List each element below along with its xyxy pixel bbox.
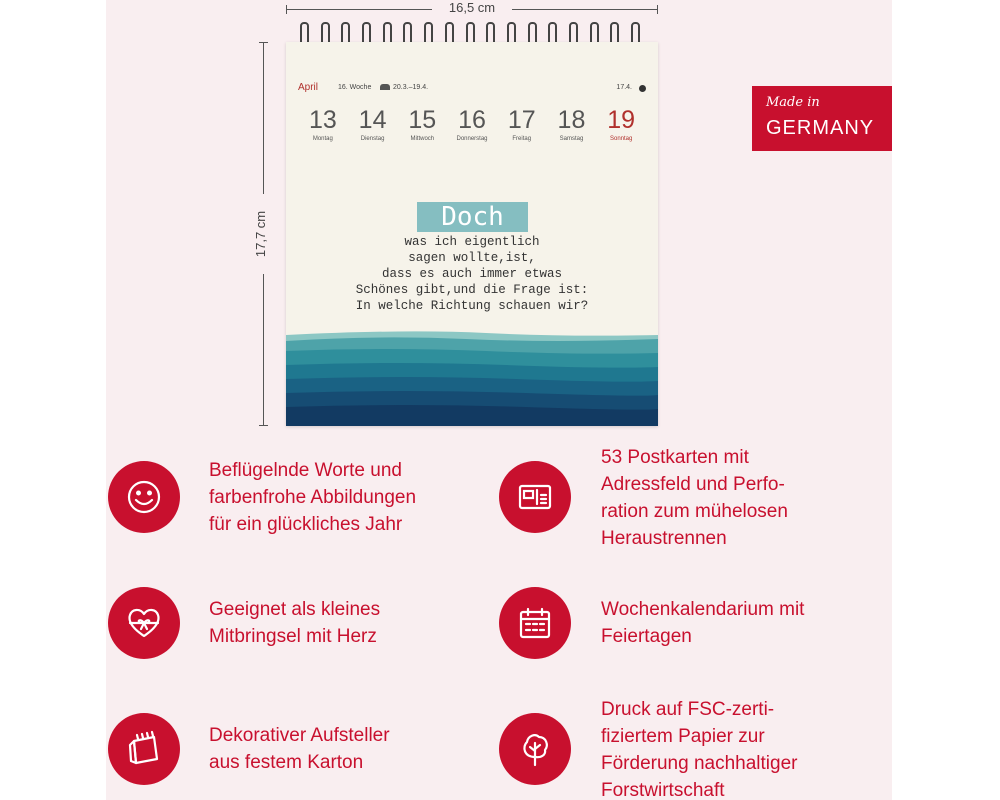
day-cell bbox=[547, 106, 597, 144]
calendar-date: 17.4. bbox=[616, 84, 632, 91]
feature-text-stand bbox=[209, 722, 390, 776]
feature-line: Forstwirtschaft bbox=[601, 780, 725, 800]
width-dimension-label: 16,5 cm bbox=[432, 0, 512, 16]
feature-line: Beflügelnde Worte und bbox=[209, 460, 402, 481]
calendar-product-image bbox=[286, 42, 658, 426]
day-name: Freitag bbox=[512, 136, 532, 142]
feature-line: Geeignet als kleines bbox=[209, 599, 381, 620]
smiley-icon bbox=[108, 461, 180, 533]
tree-icon bbox=[499, 713, 571, 785]
day-cell bbox=[298, 106, 348, 144]
feature-line: Heraustrennen bbox=[601, 528, 727, 549]
quote-line: was ich eigentlich bbox=[404, 235, 540, 249]
feature-text-weekly bbox=[601, 596, 804, 650]
day-name: Dienstag bbox=[360, 136, 385, 142]
quote-line: In welche Richtung schauen wir? bbox=[355, 299, 589, 313]
quote-line: dass es auch immer etwas bbox=[381, 267, 563, 281]
made-in-germany-badge bbox=[752, 86, 892, 151]
feature-line: fiziertem Papier zur bbox=[601, 726, 765, 747]
height-dimension-label: 17,7 cm bbox=[253, 194, 269, 274]
day-cell bbox=[497, 106, 547, 144]
heart-gift-icon bbox=[108, 587, 180, 659]
stand-calendar-icon bbox=[108, 713, 180, 785]
feature-line: 53 Postkarten mit bbox=[601, 447, 749, 468]
day-name: Mittwoch bbox=[410, 136, 435, 142]
zodiac-icon bbox=[380, 84, 390, 90]
calendar-month: April bbox=[298, 82, 319, 93]
calendar-range-text: 20.3.–19.4. bbox=[393, 84, 429, 91]
day-cell bbox=[397, 106, 447, 144]
moon-phase-icon bbox=[639, 85, 646, 92]
feature-text-postcards bbox=[601, 444, 788, 552]
day-cell-sunday bbox=[596, 106, 646, 144]
quote-text bbox=[286, 234, 658, 314]
day-number: 15 bbox=[408, 106, 437, 134]
feature-text-gift bbox=[209, 596, 380, 650]
feature-line: Adressfeld und Perfo- bbox=[601, 474, 785, 495]
badge-germany: GERMANY bbox=[766, 117, 875, 139]
day-cell bbox=[348, 106, 398, 144]
day-number: 18 bbox=[557, 106, 586, 134]
postcard-icon bbox=[499, 461, 571, 533]
day-name: Montag bbox=[312, 136, 333, 142]
day-number: 17 bbox=[507, 106, 536, 134]
feature-line: aus festem Karton bbox=[209, 752, 364, 773]
calendar-icon bbox=[499, 587, 571, 659]
feature-line: Mitbringsel mit Herz bbox=[209, 626, 377, 647]
quote-title: Doch bbox=[441, 202, 504, 232]
day-number: 19 bbox=[607, 106, 636, 134]
day-name: Donnerstag bbox=[456, 136, 488, 142]
day-cell bbox=[447, 106, 497, 144]
feature-text-fsc bbox=[601, 696, 797, 800]
day-number: 13 bbox=[308, 106, 337, 134]
weekday-row bbox=[298, 106, 646, 144]
quote-line: Schönes gibt,und die Frage ist: bbox=[355, 283, 589, 297]
quote-line: sagen wollte,ist, bbox=[408, 251, 536, 265]
feature-line: für ein glückliches Jahr bbox=[209, 514, 403, 535]
calendar-week: 16. Woche bbox=[338, 84, 372, 91]
feature-line: Druck auf FSC-zerti- bbox=[601, 699, 775, 720]
calendar-header bbox=[298, 84, 646, 96]
feature-line: Feiertagen bbox=[601, 626, 692, 647]
feature-line: Dekorativer Aufsteller bbox=[209, 725, 390, 746]
sea-waves-illustration bbox=[286, 327, 658, 426]
feature-line: farbenfrohe Abbildungen bbox=[209, 487, 417, 508]
calendar-zodiac-range bbox=[380, 84, 428, 91]
feature-text-words bbox=[209, 457, 416, 538]
day-number: 16 bbox=[458, 106, 486, 134]
feature-line: Förderung nachhaltiger bbox=[601, 753, 798, 774]
day-name: Sonntag bbox=[609, 136, 633, 142]
feature-line: ration zum mühelosen bbox=[601, 501, 788, 522]
feature-line: Wochenkalendarium mit bbox=[601, 599, 805, 620]
day-number: 14 bbox=[358, 106, 387, 134]
badge-made-in: Made in bbox=[766, 95, 820, 110]
day-name: Samstag bbox=[559, 136, 584, 142]
